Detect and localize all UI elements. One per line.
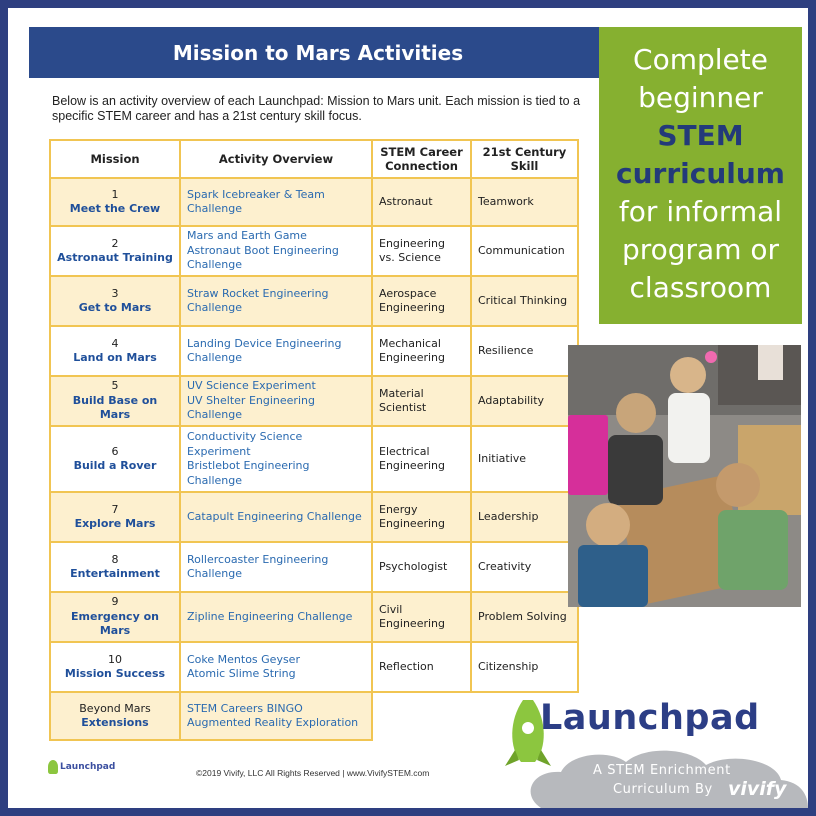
page-title: Mission to Mars Activities [29, 27, 607, 78]
activity-item: Coke Mentos Geyser [187, 652, 300, 666]
skill-cell: Creativity [471, 542, 578, 592]
mission-number: 1 [111, 187, 119, 201]
kids-activity-photo [568, 345, 801, 607]
empty-cell [372, 692, 471, 740]
mission-cell [50, 178, 180, 226]
mission-name: Emergency on Mars [71, 609, 159, 638]
table-row-extensions [50, 692, 578, 740]
activity-cell [180, 642, 372, 692]
product-card [8, 8, 808, 808]
skill-cell: Teamwork [471, 178, 578, 226]
table-row [50, 642, 578, 692]
activity-item: UV Shelter Engineering Challenge [187, 393, 315, 422]
activity-cell [180, 178, 372, 226]
mission-number: 7 [111, 502, 119, 516]
mission-name: Build Base on Mars [72, 393, 158, 422]
career-cell: Electrical Engineering [372, 426, 471, 492]
mission-name: Entertainment [70, 567, 160, 580]
footer-logo-text: Launchpad [60, 762, 116, 772]
activity-item: Challenge [187, 567, 242, 580]
table-row [50, 542, 578, 592]
vivify-logo: vivify [728, 778, 787, 800]
skill-cell: Adaptability [471, 376, 578, 426]
footer-copyright: ©2019 Vivify, LLC All Rights Reserved | www.VivifySTEM.com [196, 768, 430, 778]
mission-cell [50, 492, 180, 542]
career-cell: Reflection [372, 642, 471, 692]
promo-line-7: classroom [629, 271, 772, 304]
career-cell: Material Scientist [372, 376, 471, 426]
skill-cell: Critical Thinking [471, 276, 578, 326]
mission-number: 2 [111, 236, 119, 250]
career-cell: Psychologist [372, 542, 471, 592]
activities-table [49, 139, 579, 741]
promo-box [599, 27, 802, 324]
career-cell: Energy Engineering [372, 492, 471, 542]
activity-item: Challenge [187, 202, 242, 215]
activity-item: Bristlebot Engineering Challenge [187, 459, 310, 487]
mission-cell [50, 276, 180, 326]
activity-cell [180, 326, 372, 376]
career-cell: Astronaut [372, 178, 471, 226]
extension-line-1: Beyond Mars [79, 701, 151, 715]
mission-cell [50, 326, 180, 376]
mission-name: Mission Success [64, 667, 166, 680]
activity-cell [180, 692, 372, 740]
mission-number: 10 [108, 652, 122, 666]
table-row [50, 376, 578, 426]
career-cell: Mechanical Engineering [372, 326, 471, 376]
header-career: STEM Career Connection [372, 140, 471, 178]
mission-number: 5 [111, 379, 119, 393]
activity-cell [180, 376, 372, 426]
table-header-row [50, 140, 578, 178]
activity-item: Augmented Reality Exploration [187, 716, 359, 729]
activity-item: Rollercoaster Engineering [187, 552, 329, 566]
mission-cell [50, 376, 180, 426]
activity-item: Challenge [187, 351, 242, 364]
table-row [50, 426, 578, 492]
mission-name: Build a Rover [73, 459, 157, 472]
table-row [50, 178, 578, 226]
extension-line-2: Extensions [81, 716, 149, 729]
activity-item: Landing Device Engineering [187, 336, 342, 350]
activity-item: Astronaut Boot Engineering [187, 243, 339, 257]
table-row [50, 492, 578, 542]
promo-line-4: curriculum [616, 157, 785, 190]
brand-tagline-1: A STEM Enrichment [593, 763, 731, 778]
mission-number: 4 [111, 336, 119, 350]
table-row [50, 326, 578, 376]
mission-number: 9 [111, 595, 119, 609]
skill-cell: Resilience [471, 326, 578, 376]
mission-cell [50, 226, 180, 276]
brand-wordmark: Launchpad [540, 698, 760, 738]
mission-name: Explore Mars [74, 517, 156, 530]
activity-item: Challenge [187, 301, 242, 314]
activity-item: Challenge [187, 258, 242, 272]
skill-cell: Communication [471, 226, 578, 276]
career-cell: Aerospace Engineering [372, 276, 471, 326]
activity-item: Atomic Slime String [187, 667, 296, 680]
activity-cell [180, 542, 372, 592]
promo-line-2: beginner [638, 81, 763, 114]
promo-line-6: program or [621, 233, 780, 266]
footer-logo [48, 760, 115, 774]
table-row [50, 276, 578, 326]
activity-cell [180, 492, 372, 542]
activity-item: Mars and Earth Game [187, 229, 307, 243]
activity-item: Zipline Engineering Challenge [187, 609, 353, 623]
header-mission: Mission [50, 140, 180, 178]
promo-line-5: for informal [618, 195, 783, 228]
skill-cell: Leadership [471, 492, 578, 542]
brand-tagline-2: Curriculum By [613, 782, 713, 797]
activity-item: Spark Icebreaker & Team [187, 187, 325, 201]
mission-name: Astronaut Training [57, 251, 173, 264]
activity-cell [180, 226, 372, 276]
mission-cell [50, 642, 180, 692]
activity-cell [180, 276, 372, 326]
mission-name: Meet the Crew [69, 202, 161, 215]
promo-line-1: Complete [633, 43, 768, 76]
activity-item: Straw Rocket Engineering [187, 286, 329, 300]
table-row [50, 592, 578, 642]
rocket-icon [48, 760, 58, 774]
skill-cell: Problem Solving [471, 592, 578, 642]
header-skill: 21st Century Skill [471, 140, 578, 178]
mission-cell [50, 426, 180, 492]
mission-name: Land on Mars [73, 351, 157, 364]
promo-line-3: STEM [657, 119, 744, 152]
mission-number: 3 [111, 286, 119, 300]
skill-cell: Citizenship [471, 642, 578, 692]
activity-cell [180, 592, 372, 642]
activity-cell [180, 426, 372, 492]
activity-item: UV Science Experiment [187, 379, 316, 393]
mission-name: Get to Mars [78, 301, 152, 314]
mission-number: 8 [111, 552, 119, 566]
mission-number: 6 [111, 444, 119, 458]
career-cell: Civil Engineering [372, 592, 471, 642]
extension-cell [50, 692, 180, 740]
career-cell: Engineering vs. Science [372, 226, 471, 276]
activity-item: Catapult Engineering Challenge [187, 509, 362, 523]
mission-cell [50, 592, 180, 642]
header-activity: Activity Overview [180, 140, 372, 178]
table-row [50, 226, 578, 276]
mission-cell [50, 542, 180, 592]
skill-cell: Initiative [471, 426, 578, 492]
intro-text: Below is an activity overview of each Launchpad: Mission to Mars unit. Each mission is tied to a specific STEM career and has a 21st century skill focus. [52, 94, 581, 123]
activity-item: STEM Careers BINGO [187, 701, 303, 715]
activity-item: Conductivity Science Experiment [187, 430, 303, 458]
